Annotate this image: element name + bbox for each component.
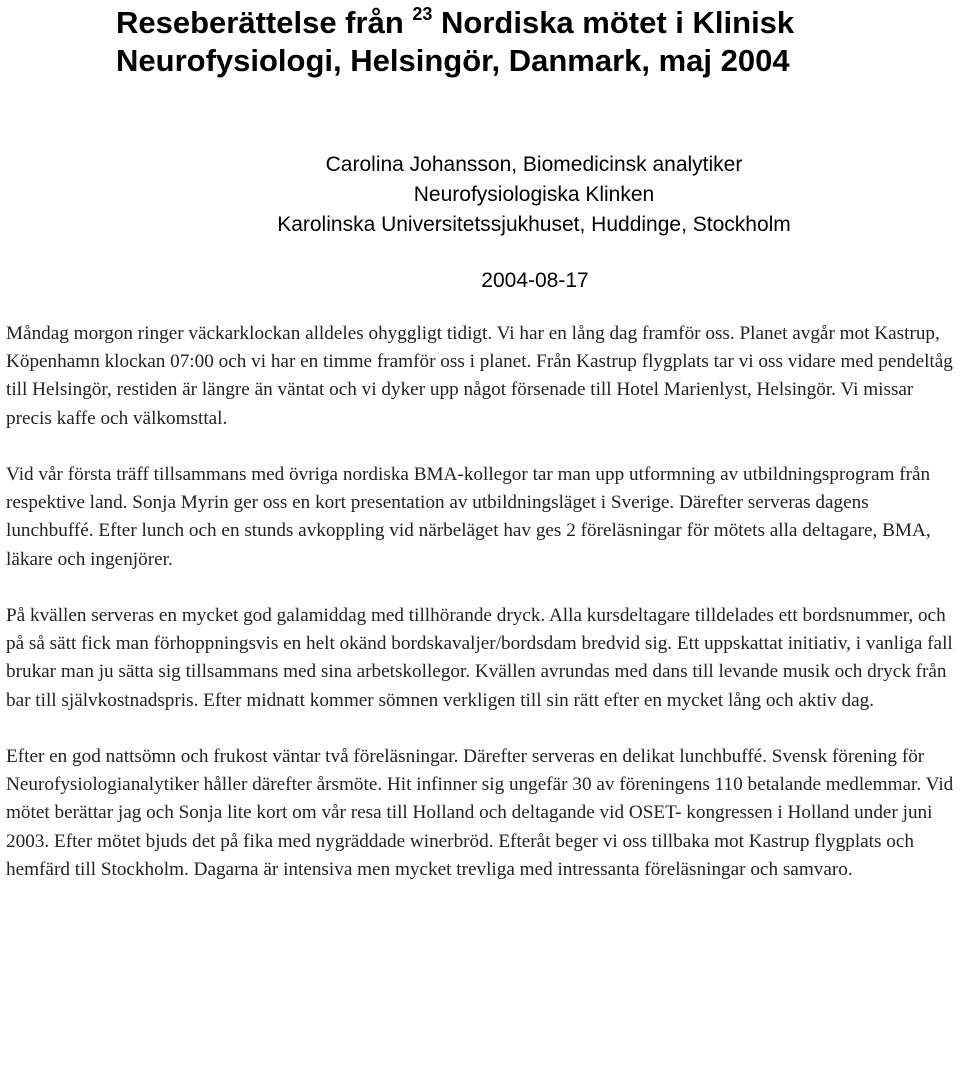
author-name-role: Carolina Johansson, Biomedicinsk analytiker (325, 153, 743, 176)
title-line1-start: Reseberättelse från (116, 5, 413, 40)
author-department: Neurofysiologiska Klinken (413, 183, 655, 206)
document-date: 2004-08-17 (481, 269, 589, 292)
paragraph-3: På kvällen serveras en mycket god galamiddag med tillhörande dryck. Alla kursdeltagare tilldelades ett bordsnummer, och på så sätt fick man förhoppningsvis en helt okänd bordskavaljer/bordsdam bredvid sig. Ett uppskattat initiativ, i vanliga fall brukar man ju sätta sig tillsammans med sina arbetskollegor. Kvällen avrundas med dans till levande musik och dryck från bar till självkostnadspris. Efter midnatt kommer sömnen verkligen till sin rätt efter en mycket lång och aktiv dag. (6, 605, 953, 711)
paragraph-2: Vid vår första träff tillsammans med övriga nordiska BMA-kollegor tar man upp utformning av utbildningsprogram från respektive land. Sonja Myrin ger oss en kort presentation av utbildningsläget i Sverige. Därefter serveras dagens lunchbuffé. Efter lunch och en stunds avkoppling vid närbeläget hav ges 2 föreläsningar för mötets alla deltagare, BMA, läkare och ingenjörer. (6, 464, 931, 570)
paragraph-4: Efter en god nattsömn och frukost väntar två föreläsningar. Därefter serveras en delikat lunchbuffé. Svensk förening för Neurofysiologianalytiker håller därefter årsmöte. Hit infinner sig ungefär 30 av föreningens 110 betalande medlemmar. Vid mötet berättar jag och Sonja lite kort om vår resa till Holland och deltagande vid OSET- kongressen i Holland under juni 2003. Efter mötet bjuds det på fika med nygräddade winerbröd. Efteråt beger vi oss tillbaka mot Kastrup flygplats och hemfärd till Stockholm. Dagarna är intensiva men mycket trevliga med intressanta föreläsningar och samvaro. (6, 746, 954, 880)
paragraph-1: Måndag morgon ringer väckarklockan alldeles ohyggligt tidigt. Vi har en lång dag framför oss. Planet avgår mot Kastrup, Köpenhamn klockan 07:00 och vi har en timme framför oss i planet. Från Kastrup flygplats tar vi oss vidare med pendeltåg till Helsingör, restiden är längre än väntat och vi dyker upp något försenade till Hotel Marienlyst, Helsingör. Vi missar precis kaffe och välkomsttal. (6, 323, 953, 429)
author-institution: Karolinska Universitetssjukhuset, Huddinge, Stockholm (277, 213, 791, 236)
author-block (0, 150, 960, 240)
title-superscript-number: 23 (412, 4, 433, 24)
title-line1-end: Nordiska mötet i Klinisk (432, 5, 795, 40)
document-title (116, 4, 956, 80)
title-line2: Neurofysiologi, Helsingör, Danmark, maj 2004 (116, 43, 790, 78)
document-body (6, 320, 958, 912)
